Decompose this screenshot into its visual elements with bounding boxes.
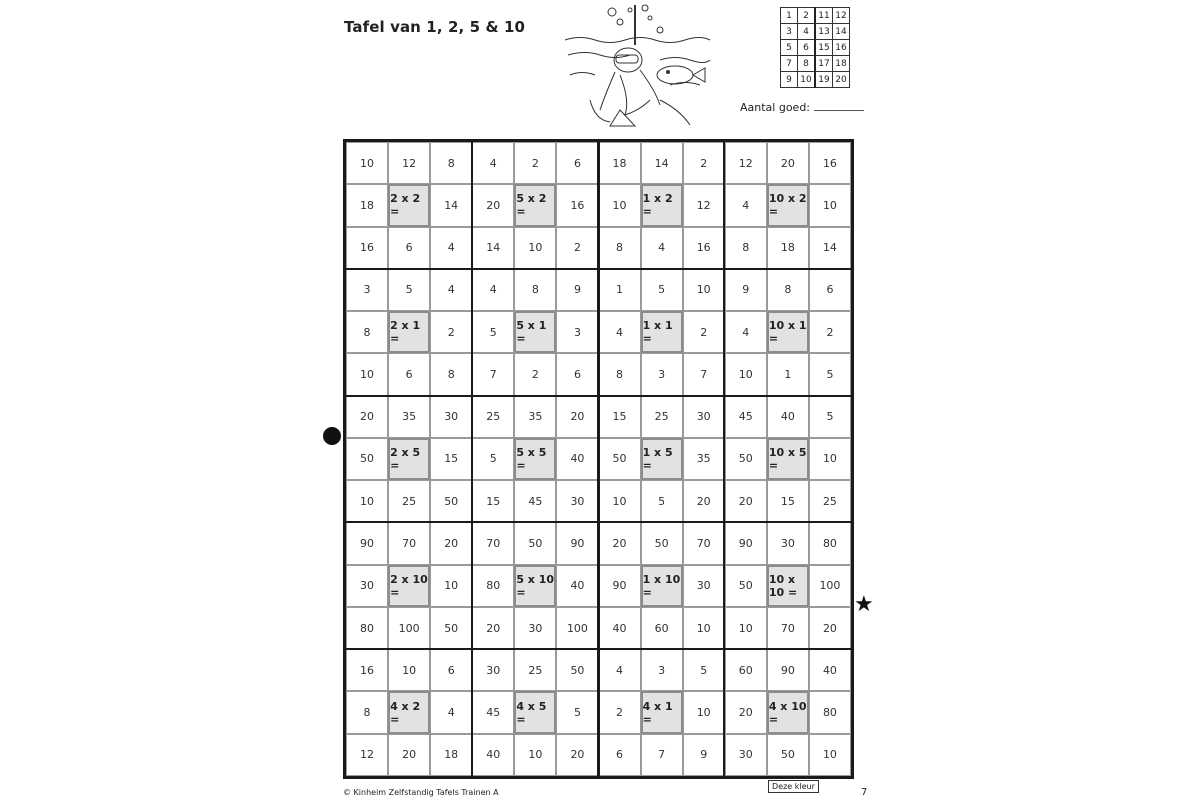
answer-cell[interactable]: 40 <box>556 438 598 480</box>
block-divider-horizontal <box>346 648 851 650</box>
answer-cell[interactable]: 8 <box>599 353 641 395</box>
answer-cell[interactable]: 90 <box>346 522 388 564</box>
score-cell[interactable]: 12 <box>833 8 850 24</box>
question-cell: 4 x 2 = <box>388 691 430 733</box>
answer-cell[interactable]: 40 <box>556 565 598 607</box>
answer-cell[interactable]: 5 <box>809 396 851 438</box>
answer-cell[interactable]: 70 <box>472 522 514 564</box>
question-cell: 2 x 2 = <box>388 184 430 226</box>
score-cell[interactable]: 10 <box>798 72 816 88</box>
answer-cell[interactable]: 5 <box>556 691 598 733</box>
answer-cell[interactable]: 40 <box>599 607 641 649</box>
question-cell: 5 x 1 = <box>514 311 556 353</box>
answer-cell[interactable]: 6 <box>599 734 641 776</box>
answer-cell[interactable]: 100 <box>388 607 430 649</box>
answer-cell[interactable]: 5 <box>683 649 725 691</box>
score-cell[interactable]: 8 <box>798 56 816 72</box>
answer-cell[interactable]: 45 <box>472 691 514 733</box>
score-row <box>781 40 850 56</box>
answer-cell[interactable]: 2 <box>809 311 851 353</box>
star-icon: ★ <box>854 592 874 617</box>
answer-cell[interactable]: 20 <box>809 607 851 649</box>
block-divider-vertical <box>597 142 600 776</box>
answer-cell[interactable]: 6 <box>809 269 851 311</box>
answer-cell[interactable]: 10 <box>430 565 472 607</box>
answer-cell[interactable]: 50 <box>725 438 767 480</box>
answer-cell[interactable]: 100 <box>809 565 851 607</box>
score-cell[interactable]: 5 <box>781 40 798 56</box>
answer-cell[interactable]: 18 <box>599 142 641 184</box>
answer-cell[interactable]: 3 <box>641 353 683 395</box>
answer-cell[interactable]: 10 <box>514 227 556 269</box>
answer-cell[interactable]: 20 <box>725 480 767 522</box>
aantal-goed-line[interactable] <box>814 101 864 111</box>
answer-cell[interactable]: 12 <box>388 142 430 184</box>
answer-cell[interactable]: 10 <box>809 734 851 776</box>
answer-cell[interactable]: 40 <box>472 734 514 776</box>
question-cell: 5 x 10 = <box>514 565 556 607</box>
answer-cell[interactable]: 20 <box>599 522 641 564</box>
score-row <box>781 24 850 40</box>
answer-cell[interactable]: 10 <box>809 438 851 480</box>
answer-cell[interactable]: 12 <box>725 142 767 184</box>
answer-cell[interactable]: 7 <box>641 734 683 776</box>
answer-cell[interactable]: 4 <box>430 227 472 269</box>
question-cell: 4 x 10 = <box>767 691 809 733</box>
score-cell[interactable]: 13 <box>815 24 833 40</box>
answer-cell[interactable]: 90 <box>556 522 598 564</box>
answer-cell[interactable]: 10 <box>809 184 851 226</box>
answer-cell[interactable]: 10 <box>514 734 556 776</box>
answer-cell[interactable]: 10 <box>683 607 725 649</box>
aantal-goed-label: Aantal goed: <box>740 101 811 114</box>
score-cell[interactable]: 6 <box>798 40 816 56</box>
answer-cell[interactable]: 15 <box>767 480 809 522</box>
answer-cell[interactable]: 1 <box>599 269 641 311</box>
answer-cell[interactable]: 2 <box>683 142 725 184</box>
answer-cell[interactable]: 5 <box>809 353 851 395</box>
answer-cell[interactable]: 40 <box>767 396 809 438</box>
answer-cell[interactable]: 80 <box>809 691 851 733</box>
score-cell[interactable]: 1 <box>781 8 798 24</box>
question-cell: 5 x 2 = <box>514 184 556 226</box>
score-cell[interactable]: 14 <box>833 24 850 40</box>
score-row <box>781 72 850 88</box>
answer-cell[interactable]: 5 <box>641 269 683 311</box>
answer-cell[interactable]: 70 <box>683 522 725 564</box>
answer-cell[interactable]: 4 <box>725 184 767 226</box>
question-cell: 1 x 2 = <box>641 184 683 226</box>
answer-cell[interactable]: 20 <box>346 396 388 438</box>
question-cell: 4 x 5 = <box>514 691 556 733</box>
answer-cell[interactable]: 14 <box>641 142 683 184</box>
score-cell[interactable]: 20 <box>833 72 850 88</box>
question-cell: 1 x 1 = <box>641 311 683 353</box>
answer-cell[interactable]: 2 <box>683 311 725 353</box>
answer-cell[interactable]: 8 <box>430 142 472 184</box>
answer-cell[interactable]: 60 <box>641 607 683 649</box>
answer-cell[interactable]: 8 <box>767 269 809 311</box>
answer-cell[interactable]: 14 <box>809 227 851 269</box>
answer-cell[interactable]: 40 <box>809 649 851 691</box>
answer-cell[interactable]: 2 <box>430 311 472 353</box>
answer-cell[interactable]: 4 <box>472 142 514 184</box>
score-cell[interactable]: 15 <box>815 40 833 56</box>
score-cell[interactable]: 18 <box>833 56 850 72</box>
answer-cell[interactable]: 90 <box>599 565 641 607</box>
answer-cell[interactable]: 10 <box>599 480 641 522</box>
answer-cell[interactable]: 80 <box>472 565 514 607</box>
answer-cell[interactable]: 90 <box>767 649 809 691</box>
score-row <box>781 8 850 24</box>
answer-cell[interactable]: 30 <box>683 565 725 607</box>
answer-cell[interactable]: 5 <box>388 269 430 311</box>
answer-cell[interactable]: 16 <box>809 142 851 184</box>
answer-cell[interactable]: 10 <box>725 607 767 649</box>
page-title: Tafel van 1, 2, 5 & 10 <box>344 18 526 36</box>
score-cell[interactable]: 11 <box>815 8 833 24</box>
score-cell[interactable]: 2 <box>798 8 816 24</box>
question-cell: 10 x 2 = <box>767 184 809 226</box>
answer-cell[interactable]: 30 <box>767 522 809 564</box>
answer-cell[interactable]: 16 <box>683 227 725 269</box>
answer-cell[interactable]: 8 <box>599 227 641 269</box>
answer-cell[interactable]: 15 <box>472 480 514 522</box>
question-cell: 10 x 10 = <box>767 565 809 607</box>
answer-cell[interactable]: 35 <box>683 438 725 480</box>
question-cell: 2 x 5 = <box>388 438 430 480</box>
answer-cell[interactable]: 2 <box>514 142 556 184</box>
answer-cell[interactable]: 2 <box>514 353 556 395</box>
answer-cell[interactable]: 50 <box>599 438 641 480</box>
answer-cell[interactable]: 6 <box>388 353 430 395</box>
score-cell[interactable]: 9 <box>781 72 798 88</box>
answer-cell[interactable]: 20 <box>472 607 514 649</box>
answer-cell[interactable]: 2 <box>599 691 641 733</box>
score-cell[interactable]: 3 <box>781 24 798 40</box>
answer-cell[interactable]: 25 <box>809 480 851 522</box>
question-cell: 1 x 10 = <box>641 565 683 607</box>
answer-cell[interactable]: 25 <box>641 396 683 438</box>
answer-cell[interactable]: 6 <box>556 353 598 395</box>
answer-cell[interactable]: 10 <box>599 184 641 226</box>
question-cell: 1 x 5 = <box>641 438 683 480</box>
answer-cell[interactable]: 35 <box>388 396 430 438</box>
answer-cell[interactable]: 4 <box>599 311 641 353</box>
answer-cell[interactable]: 4 <box>430 691 472 733</box>
answer-cell[interactable]: 2 <box>556 227 598 269</box>
multiplication-grid <box>343 139 854 779</box>
answer-cell[interactable]: 50 <box>346 438 388 480</box>
answer-cell[interactable]: 6 <box>556 142 598 184</box>
answer-cell[interactable]: 16 <box>556 184 598 226</box>
answer-cell[interactable]: 90 <box>725 522 767 564</box>
answer-cell[interactable]: 9 <box>683 734 725 776</box>
answer-cell[interactable]: 18 <box>346 184 388 226</box>
answer-cell[interactable]: 80 <box>346 607 388 649</box>
answer-cell[interactable]: 30 <box>346 565 388 607</box>
answer-cell[interactable]: 10 <box>346 353 388 395</box>
answer-cell[interactable]: 14 <box>430 184 472 226</box>
answer-cell[interactable]: 10 <box>346 480 388 522</box>
score-cell[interactable]: 4 <box>798 24 816 40</box>
answer-cell[interactable]: 20 <box>388 734 430 776</box>
question-cell: 5 x 5 = <box>514 438 556 480</box>
answer-cell[interactable]: 50 <box>767 734 809 776</box>
question-cell: 10 x 1 = <box>767 311 809 353</box>
score-row <box>781 56 850 72</box>
answer-cell[interactable]: 3 <box>346 269 388 311</box>
answer-cell[interactable]: 7 <box>472 353 514 395</box>
answer-cell[interactable]: 3 <box>641 649 683 691</box>
answer-cell[interactable]: 20 <box>556 734 598 776</box>
answer-cell[interactable]: 30 <box>472 649 514 691</box>
answer-cell[interactable]: 30 <box>683 396 725 438</box>
answer-cell[interactable]: 1 <box>767 353 809 395</box>
color-legend: Deze kleur <box>768 780 819 793</box>
score-cell[interactable]: 16 <box>833 40 850 56</box>
answer-cell[interactable]: 4 <box>725 311 767 353</box>
answer-cell[interactable]: 15 <box>599 396 641 438</box>
answer-cell[interactable]: 3 <box>556 311 598 353</box>
answer-cell[interactable]: 20 <box>725 691 767 733</box>
answer-cell[interactable]: 8 <box>430 353 472 395</box>
answer-cell[interactable]: 50 <box>725 565 767 607</box>
answer-cell[interactable]: 9 <box>556 269 598 311</box>
block-divider-horizontal <box>346 521 851 523</box>
answer-cell[interactable]: 50 <box>514 522 556 564</box>
answer-cell[interactable]: 15 <box>430 438 472 480</box>
answer-cell[interactable]: 50 <box>430 480 472 522</box>
answer-cell[interactable]: 4 <box>430 269 472 311</box>
answer-cell[interactable]: 20 <box>430 522 472 564</box>
answer-cell[interactable]: 70 <box>388 522 430 564</box>
score-cell[interactable]: 17 <box>815 56 833 72</box>
answer-cell[interactable]: 7 <box>683 353 725 395</box>
answer-cell[interactable]: 10 <box>683 269 725 311</box>
question-cell: 2 x 1 = <box>388 311 430 353</box>
answer-cell[interactable]: 20 <box>683 480 725 522</box>
score-cell[interactable]: 7 <box>781 56 798 72</box>
answer-cell[interactable]: 14 <box>472 227 514 269</box>
answer-cell[interactable]: 5 <box>472 311 514 353</box>
block-divider-horizontal <box>346 395 851 397</box>
answer-cell[interactable]: 20 <box>472 184 514 226</box>
answer-cell[interactable]: 10 <box>388 649 430 691</box>
score-cell[interactable]: 19 <box>815 72 833 88</box>
answer-cell[interactable]: 18 <box>430 734 472 776</box>
answer-cell[interactable]: 20 <box>556 396 598 438</box>
answer-cell[interactable]: 4 <box>599 649 641 691</box>
answer-cell[interactable]: 5 <box>472 438 514 480</box>
answer-cell[interactable]: 8 <box>514 269 556 311</box>
block-divider-horizontal <box>346 268 851 270</box>
question-cell: 10 x 5 = <box>767 438 809 480</box>
answer-cell[interactable]: 100 <box>556 607 598 649</box>
answer-cell[interactable]: 4 <box>472 269 514 311</box>
answer-cell[interactable]: 80 <box>809 522 851 564</box>
answer-cell[interactable]: 30 <box>725 734 767 776</box>
answer-cell[interactable]: 30 <box>430 396 472 438</box>
answer-cell[interactable]: 50 <box>641 522 683 564</box>
answer-cell[interactable]: 50 <box>556 649 598 691</box>
answer-cell[interactable]: 9 <box>725 269 767 311</box>
answer-cell[interactable]: 35 <box>514 396 556 438</box>
answer-cell[interactable]: 8 <box>346 691 388 733</box>
answer-cell[interactable]: 4 <box>641 227 683 269</box>
page-number: 7 <box>861 787 868 798</box>
answer-cell[interactable]: 70 <box>767 607 809 649</box>
answer-cell[interactable]: 25 <box>472 396 514 438</box>
score-table <box>780 7 850 88</box>
answer-cell[interactable]: 20 <box>767 142 809 184</box>
answer-cell[interactable]: 25 <box>514 649 556 691</box>
answer-cell[interactable]: 18 <box>767 227 809 269</box>
answer-cell[interactable]: 16 <box>346 227 388 269</box>
question-cell: 2 x 10 = <box>388 565 430 607</box>
block-divider-vertical <box>723 142 725 776</box>
answer-cell[interactable]: 45 <box>514 480 556 522</box>
answer-cell[interactable]: 5 <box>641 480 683 522</box>
answer-cell[interactable]: 6 <box>388 227 430 269</box>
answer-cell[interactable]: 30 <box>556 480 598 522</box>
question-cell: 4 x 1 = <box>641 691 683 733</box>
answer-cell[interactable]: 12 <box>346 734 388 776</box>
answer-cell[interactable]: 10 <box>346 142 388 184</box>
dot-marker <box>323 427 341 445</box>
answer-cell[interactable]: 60 <box>725 649 767 691</box>
answer-cell[interactable]: 12 <box>683 184 725 226</box>
answer-cell[interactable]: 8 <box>346 311 388 353</box>
answer-cell[interactable]: 6 <box>430 649 472 691</box>
snorkel-illustration <box>560 0 715 128</box>
block-divider-vertical <box>471 142 473 776</box>
answer-cell[interactable]: 10 <box>683 691 725 733</box>
answer-cell[interactable]: 10 <box>725 353 767 395</box>
answer-cell[interactable]: 45 <box>725 396 767 438</box>
answer-cell[interactable]: 30 <box>514 607 556 649</box>
answer-cell[interactable]: 16 <box>346 649 388 691</box>
aantal-goed <box>740 101 864 114</box>
answer-cell[interactable]: 8 <box>725 227 767 269</box>
answer-cell[interactable]: 50 <box>430 607 472 649</box>
copyright: © Kinheim Zelfstandig Tafels Trainen A <box>343 788 499 797</box>
answer-cell[interactable]: 25 <box>388 480 430 522</box>
